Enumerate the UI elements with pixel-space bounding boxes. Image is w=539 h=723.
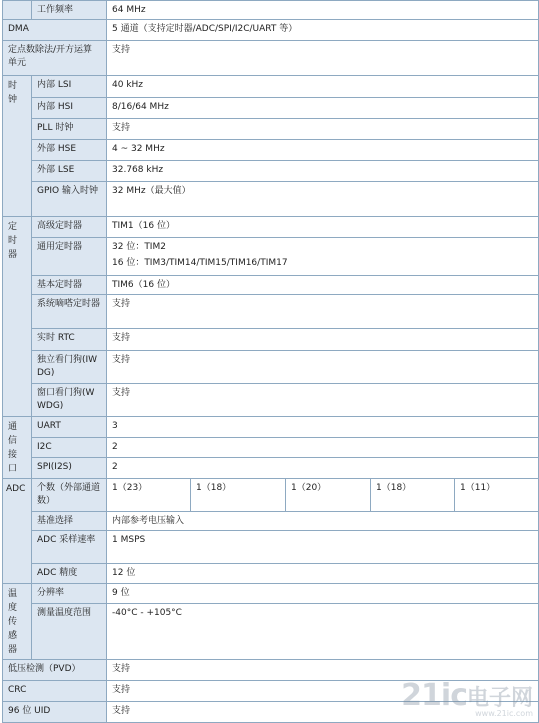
row-label: 窗口看门狗(WWDG): [32, 384, 107, 417]
row-label: 内部 HSI: [32, 98, 107, 119]
group-label-temp: 温度传感器: [3, 584, 32, 660]
row-comm-uart: [3, 417, 539, 438]
row-clock-hse: [3, 140, 539, 161]
row-temp-range: [3, 603, 539, 659]
row-label: 基本定时器: [32, 276, 107, 295]
row-value: 32.768 kHz: [107, 161, 539, 182]
row-label: 个数（外部通道数）: [32, 479, 107, 512]
row-label: 分辨率: [32, 584, 107, 604]
row-value: 3: [107, 417, 539, 438]
row-value: 64 MHz: [107, 1, 539, 20]
row-label: 外部 HSE: [32, 140, 107, 161]
adc-count-cell: 1（11）: [455, 479, 539, 512]
row-label: ADC 采样速率: [32, 531, 107, 564]
row-label: CRC: [3, 681, 107, 702]
adc-count-cell: 1（20）: [286, 479, 371, 512]
row-timer-systick: [3, 295, 539, 329]
row-label: GPIO 输入时钟: [32, 182, 107, 217]
row-comm-i2c: [3, 437, 539, 458]
row-temp-res: [3, 584, 539, 604]
row-clock-lse: [3, 161, 539, 182]
row-label: 通用定时器: [32, 238, 107, 276]
adc-count-cell: 1（23）: [107, 479, 191, 512]
value-line: 16 位：TIM3/TIM14/TIM15/TIM16/TIM17: [112, 257, 288, 268]
row-label: 测量温度范围: [32, 603, 107, 659]
row-clock-gpio: [3, 182, 539, 217]
row-label: DMA: [3, 20, 107, 41]
row-clock-lsi: [3, 76, 539, 98]
row-label: 系统嘀嗒定时器: [32, 295, 107, 329]
spec-table: [2, 0, 539, 723]
row-label: 低压检测（PVD）: [3, 660, 107, 681]
row-label: 高级定时器: [32, 217, 107, 238]
row-label: 独立看门狗(IWDG): [32, 351, 107, 384]
row-value: 支持: [107, 119, 539, 140]
row-adc-rate: [3, 531, 539, 564]
row-label: 实时 RTC: [32, 329, 107, 351]
row-value: 支持: [107, 41, 539, 76]
row-label: I2C: [32, 437, 107, 458]
group-label-clock: 时钟: [3, 76, 32, 217]
row-clock-hsi: [3, 98, 539, 119]
row-label: UART: [32, 417, 107, 438]
row-freq: [3, 1, 539, 20]
row-value: 内部参考电压输入: [107, 512, 539, 531]
row-value: 5 通道（支持定时器/ADC/SPI/I2C/UART 等）: [107, 20, 539, 41]
row-value: 32 MHz（最大值）: [107, 182, 539, 217]
row-timer-general: [3, 238, 539, 276]
row-dma: [3, 20, 539, 41]
row-fixed-point: [3, 41, 539, 76]
watermark-logo: [401, 678, 533, 718]
adc-count-cell: 1（18）: [371, 479, 455, 512]
row-value: 2: [107, 458, 539, 479]
row-timer-basic: [3, 276, 539, 295]
row-value: 12 位: [107, 564, 539, 584]
row-value: 2: [107, 437, 539, 458]
row-value: 8/16/64 MHz: [107, 98, 539, 119]
watermark-url: www.21ic.com: [475, 709, 533, 718]
row-value: 9 位: [107, 584, 539, 604]
row-value: TIM6（16 位）: [107, 276, 539, 295]
row-label: 定点数除法/开方运算单元: [3, 41, 107, 76]
row-adc-precision: [3, 564, 539, 584]
row-value: -40°C - +105°C: [107, 603, 539, 659]
row-value: 40 kHz: [107, 76, 539, 98]
row-value: 支持: [107, 384, 539, 417]
row-value: 支持: [107, 681, 539, 702]
group-label-adc: ADC: [3, 479, 32, 584]
row-timer-iwdg: [3, 351, 539, 384]
row-label: 96 位 UID: [3, 702, 107, 723]
row-label: PLL 时钟: [32, 119, 107, 140]
row-clock-pll: [3, 119, 539, 140]
value-line: 32 位：TIM2: [112, 242, 166, 252]
row-value: 支持: [107, 660, 539, 681]
group-label-timer: 定时器: [3, 217, 32, 417]
group-label-comm: 通信接口: [3, 417, 32, 479]
row-value: 支持: [107, 295, 539, 329]
row-value: 1 MSPS: [107, 531, 539, 564]
row-timer-wwdg: [3, 384, 539, 417]
row-adc-count: [3, 479, 539, 512]
row-value: [107, 238, 539, 276]
row-label: ADC 精度: [32, 564, 107, 584]
row-timer-advanced: [3, 217, 539, 238]
row-label: 外部 LSE: [32, 161, 107, 182]
row-value: 支持: [107, 351, 539, 384]
row-value: TIM1（16 位）: [107, 217, 539, 238]
row-value: 支持: [107, 702, 539, 723]
adc-count-cell: 1（18）: [191, 479, 286, 512]
row-label: SPI(I2S): [32, 458, 107, 479]
row-label: 工作频率: [32, 1, 107, 20]
row-label: 基准选择: [32, 512, 107, 531]
row-value: 4 ~ 32 MHz: [107, 140, 539, 161]
row-timer-rtc: [3, 329, 539, 351]
row-label: 内部 LSI: [32, 76, 107, 98]
row-comm-spi: [3, 458, 539, 479]
row-adc-ref: [3, 512, 539, 531]
watermark-brand: 21ic: [401, 678, 467, 713]
row-value: 支持: [107, 329, 539, 351]
watermark-name: 电子网: [466, 686, 533, 711]
